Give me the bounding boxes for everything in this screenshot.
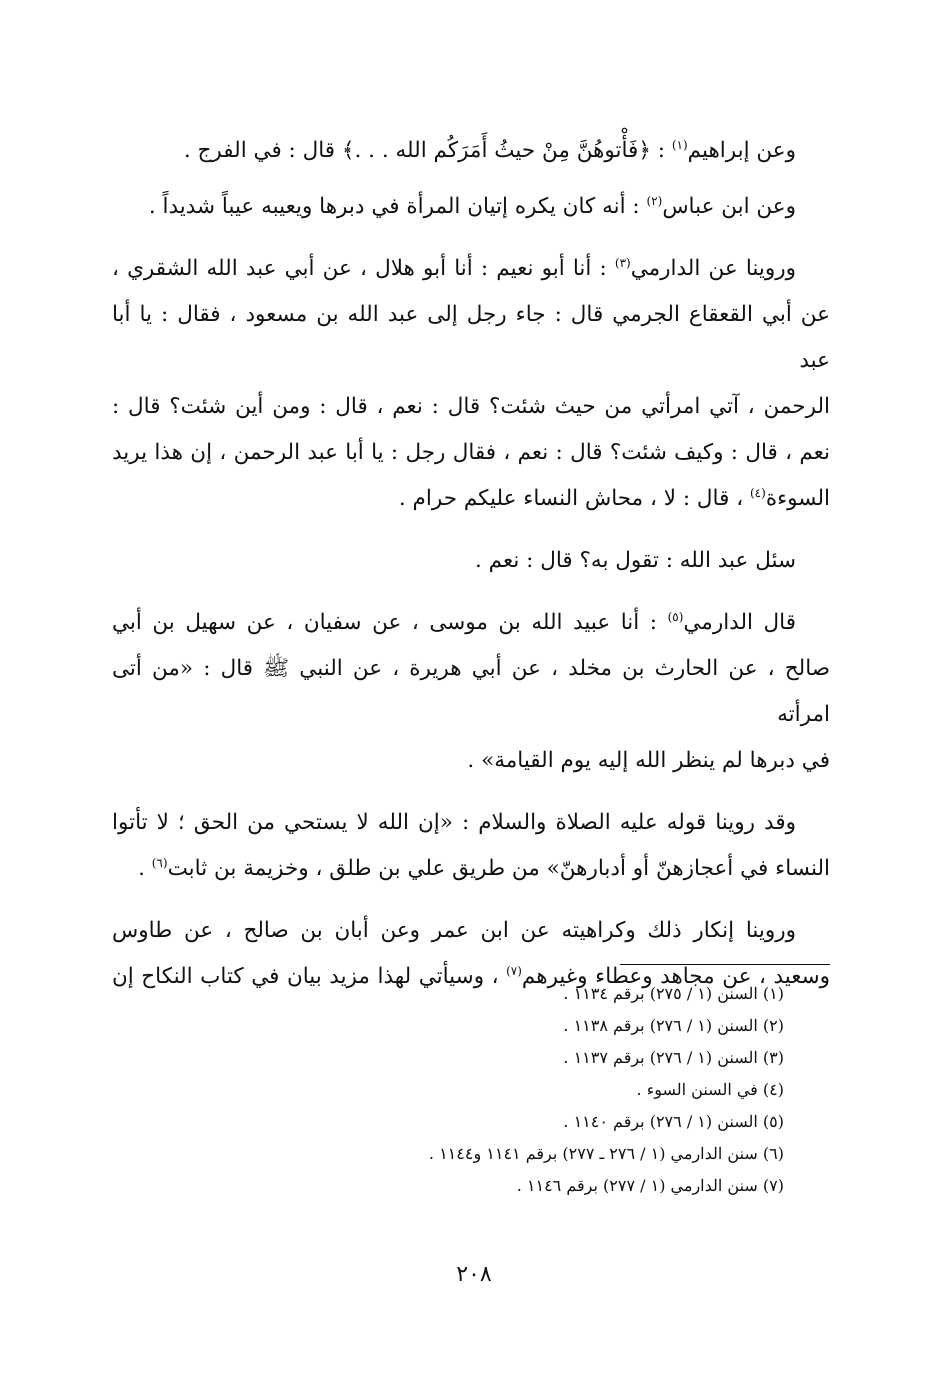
- text-line: سئل عبد الله : تقول به؟ قال : نعم .: [474, 548, 796, 573]
- body-text: [112, 128, 830, 1016]
- text-line: وعن ابن عباس$^{(٢)}$ : أنه كان يكره إتيان المرأة في دبرها ويعيبه عيباً شديداً .: [148, 193, 796, 219]
- footnote-item: (٧) سنن الدارمي (١ / ٢٧٧) برقم ١١٤٦ .: [516, 1176, 784, 1195]
- footnote-marker: (٤): [749, 485, 766, 500]
- footnote-marker: (٦): [151, 855, 168, 870]
- footnote-item: (٦) سنن الدارمي (١ / ٢٧٦ ـ ٢٧٧) برقم ١١٤١ و١١٤٤ .: [428, 1144, 784, 1163]
- footnote-marker: (٢): [646, 193, 663, 208]
- text-line: وعن إبراهيم$^{(١)}$ : ﴿فَأْتوهُنَّ مِنْ حيثُ أَمَرَكُم الله . . .﴾ قال : في الفرج .: [183, 137, 796, 163]
- footnote-divider: [620, 964, 830, 965]
- footnote-marker: (٧): [506, 963, 522, 978]
- text-line: عن أبي القعقاع الجرمي قال : جاء رجل إلى عبد الله بن مسعود ، فقال : يا أبا عبد: [112, 302, 830, 373]
- footnote-marker: (٣): [614, 255, 631, 270]
- footnote-item: (٢) السنن (١ / ٢٧٦) برقم ١١٣٨ .: [563, 1016, 784, 1035]
- text-line: نعم ، قال : وكيف شئت؟ قال : نعم ، فقال رجل : يا أبا عبد الرحمن ، إن هذا يريد: [112, 440, 830, 465]
- text-line: في دبرها لم ينظر الله إليه يوم القيامة» .: [467, 748, 830, 773]
- paragraph-darimi-narration: [112, 246, 830, 522]
- text-line: وقد روينا قوله عليه الصلاة والسلام : «إن الله لا يستحي من الحق ؛ لا تأتوا: [112, 810, 796, 835]
- footnote-item: (١) السنن (١ / ٢٧٥) برقم ١١٣٤ .: [563, 984, 784, 1003]
- text-line: وسعيد ، عن مجاهد وعطاء وغيرهم$^{(٧)}$ ، وسيأتي لهذا مزيد بيان في كتاب النكاح إن: [112, 963, 830, 989]
- text-line: قال الدارمي$^{(٥)}$ : أنا عبيد الله بن موسى ، عن سفيان ، عن سهيل بن أبي: [112, 609, 796, 635]
- footnote-marker: (٥): [667, 609, 684, 624]
- text-line: وروينا عن الدارمي$^{(٣)}$ : أنا أبو نعيم : أنا أبو هلال ، عن أبي عبد الله الشقري ،: [112, 255, 796, 281]
- paragraph-prophet-saying: [112, 800, 830, 892]
- text-line: السوءة$^{(٤)}$ ، قال : لا ، محاش النساء عليكم حرام .: [398, 485, 830, 511]
- paragraph-ibn-abbas: [112, 184, 830, 230]
- footnote-item: (٤) في السنن السوء .: [636, 1080, 784, 1099]
- page-number: ٢٠٨: [456, 1262, 492, 1287]
- paragraph-ibrahim: [112, 128, 830, 174]
- footnote-item: (٣) السنن (١ / ٢٧٦) برقم ١١٣٧ .: [563, 1048, 784, 1067]
- paragraph-darimi-hadith: [112, 600, 830, 784]
- text-line: وروينا إنكار ذلك وكراهيته عن ابن عمر وعن أبان بن صالح ، عن طاوس: [112, 918, 796, 943]
- footnotes: [300, 978, 784, 1202]
- footnote-item: (٥) السنن (١ / ٢٧٦) برقم ١١٤٠ .: [563, 1112, 784, 1131]
- text-line: النساء في أعجازهنّ أو أدبارهنّ» من طريق علي بن طلق ، وخزيمة بن ثابت$^{(٦)}$ .: [138, 855, 830, 881]
- paragraph-abdullah-asked: [112, 538, 830, 584]
- footnote-marker: (١): [671, 137, 688, 152]
- text-line: صالح ، عن الحارث بن مخلد ، عن أبي هريرة ، عن النبي ﷺ قال : «من أتى امرأته: [112, 656, 830, 727]
- text-line: الرحمن ، آتي امرأتي من حيث شئت؟ قال : نعم ، قال : ومن أين شئت؟ قال :: [112, 394, 830, 419]
